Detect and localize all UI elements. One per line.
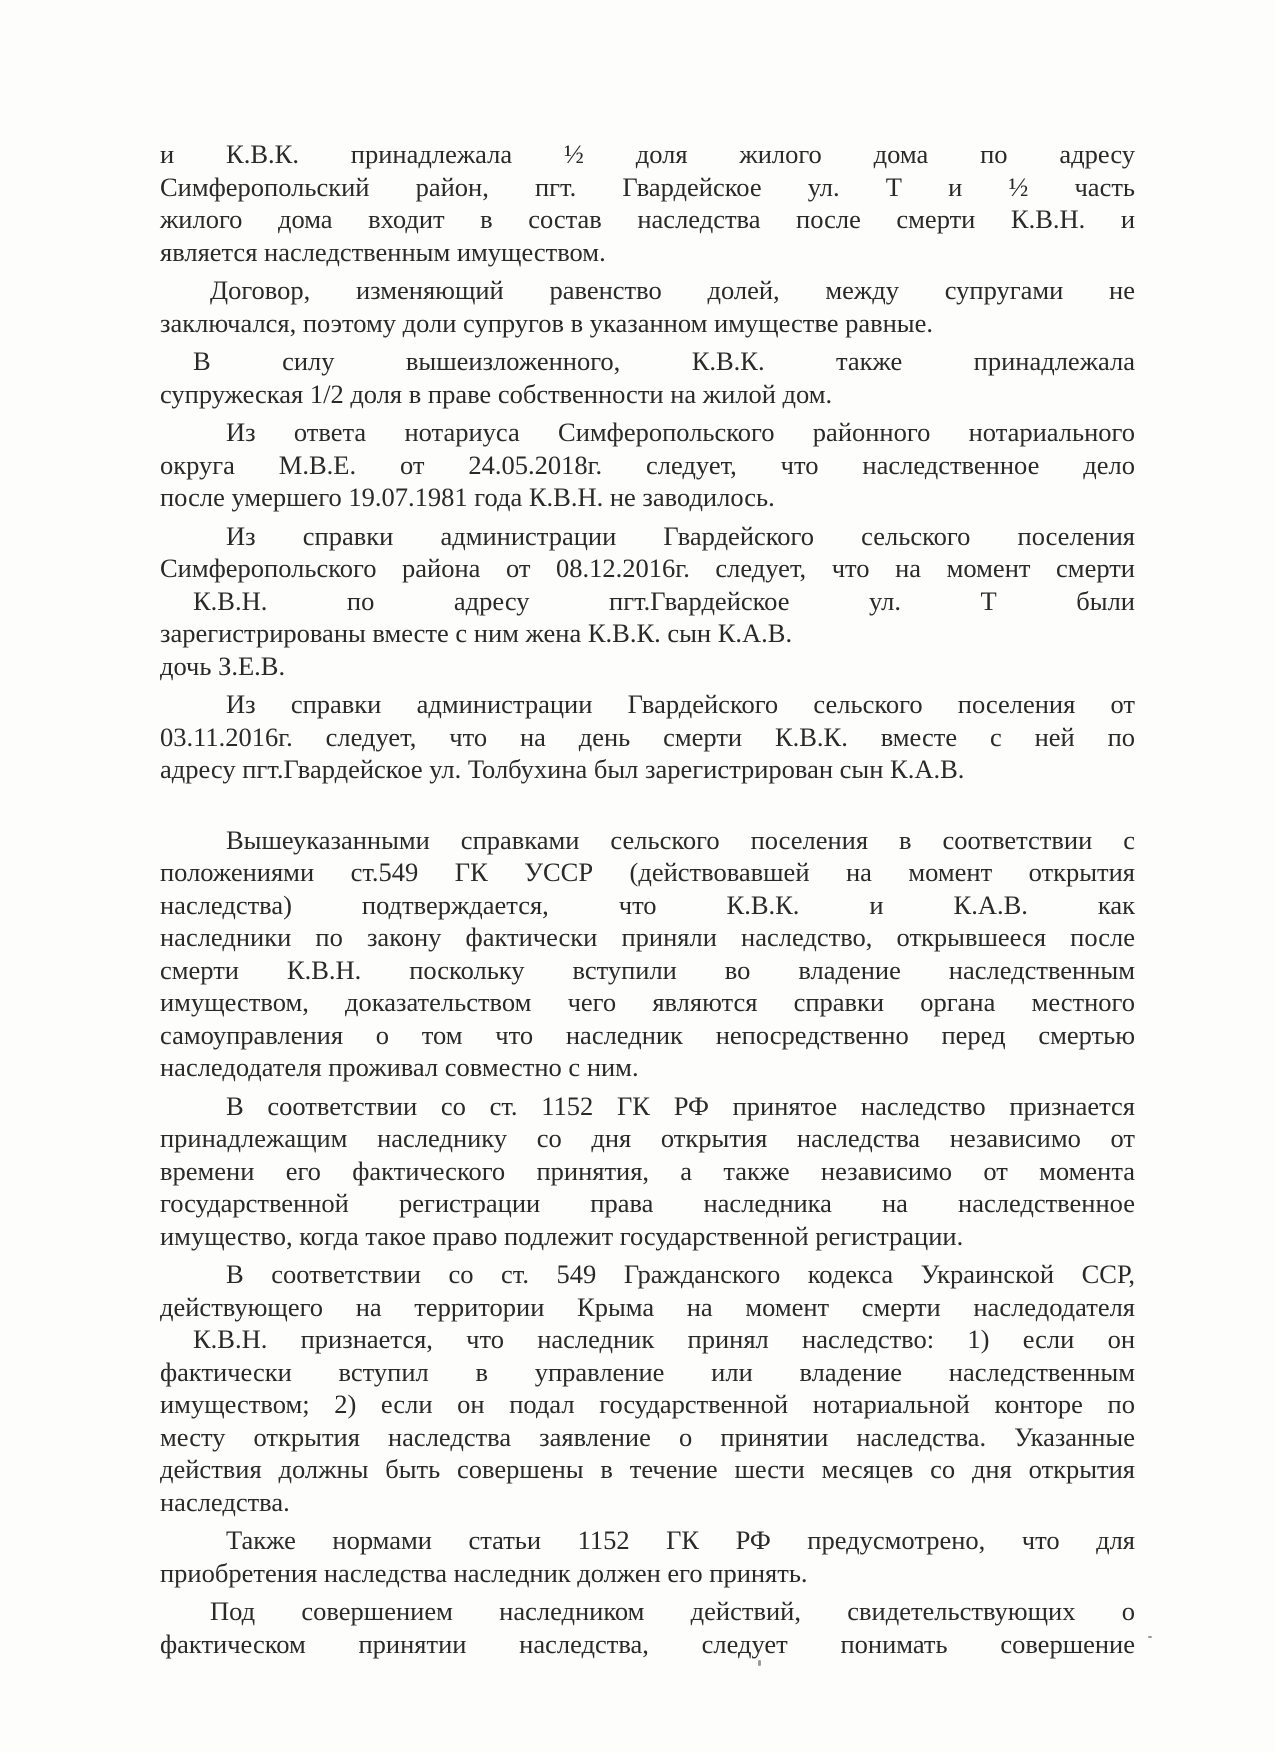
text-line: имущество, когда такое право подлежит государственной регистрации.: [160, 1220, 964, 1251]
text-line: заключался, поэтому доли супругов в указанном имуществе равные.: [160, 307, 933, 338]
text-line: В соответствии со ст. 549 Гражданского кодекса Украинской ССР,: [226, 1259, 1135, 1289]
paragraph-9: [160, 1258, 1135, 1518]
document-body: [160, 138, 1135, 1660]
text-line: действия должны быть совершены в течение шести месяцев со дня открытия: [160, 1454, 1135, 1484]
text-line: Из ответа нотариуса Симферопольского районного нотариального: [226, 417, 1135, 447]
text-line: наследства.: [160, 1486, 290, 1517]
scan-speck: [758, 1660, 761, 1666]
text-line: Договор, изменяющий равенство долей, между супругами не: [210, 275, 1135, 305]
text-line: дочь З.Е.В.: [160, 650, 286, 681]
text-line: государственной регистрации права наследника на наследственное: [160, 1188, 1135, 1218]
text-line: Также нормами статьи 1152 ГК РФ предусмотрено, что для: [226, 1525, 1135, 1555]
text-line: округа М.В.Е. от 24.05.2018г. следует, что наследственное дело: [160, 449, 1135, 480]
text-line: Симферопольского района от 08.12.2016г. следует, что на момент смерти: [160, 553, 1135, 583]
text-line: принадлежащим наследнику со дня открытия наследства независимо от: [160, 1123, 1135, 1153]
text-line: является наследственным имуществом.: [160, 236, 606, 267]
paragraph-4: [160, 416, 1135, 514]
text-line: фактическом принятии наследства, следует понимать совершение: [160, 1628, 1135, 1659]
paragraph-11: [160, 1595, 1135, 1660]
text-line: 03.11.2016г. следует, что на день смерти К.В.К. вместе с ней по: [160, 721, 1135, 752]
text-line: В силу вышеизложенного, К.В.К. также принадлежала: [193, 346, 1135, 376]
text-line: Из справки администрации Гвардейского сельского поселения: [226, 520, 1135, 551]
text-line: положениями ст.549 ГК УССР (действовавшей на момент открытия: [160, 857, 1135, 887]
text-line: фактически вступил в управление или владение наследственным: [160, 1356, 1135, 1387]
text-line: К.В.Н. признается, что наследник принял наследство: 1) если он: [193, 1324, 1135, 1354]
text-line: Симферопольский район, пгт. Гвардейское ул. Т и ½ часть: [160, 171, 1135, 202]
text-line: действующего на территории Крыма на момент смерти наследодателя: [160, 1291, 1135, 1322]
text-line: жилого дома входит в состав наследства после смерти К.В.Н. и: [160, 204, 1135, 234]
scan-speck: [1148, 1636, 1152, 1638]
text-line: имуществом, доказательством чего являются справки органа местного: [160, 987, 1135, 1017]
paragraph-10: [160, 1524, 1135, 1589]
paragraph-2: [160, 274, 1135, 339]
paragraph-8: [160, 1090, 1135, 1253]
paragraph-7: [160, 824, 1135, 1084]
text-line: после умершего 19.07.1981 года К.В.Н. не заводилось.: [160, 482, 775, 512]
text-line: адресу пгт.Гвардейское ул. Толбухина был зарегистрирован сын К.А.В.: [160, 754, 965, 784]
text-line: смерти К.В.Н. поскольку вступили во владение наследственным: [160, 954, 1135, 985]
text-line: Из справки администрации Гвардейского сельского поселения от: [226, 689, 1135, 719]
text-line: времени его фактического принятия, а также независимо от момента: [160, 1155, 1135, 1186]
text-line: наследники по закону фактически приняли наследство, открывшееся после: [160, 922, 1135, 952]
paragraph-6: [160, 688, 1135, 786]
text-line: месту открытия наследства заявление о принятии наследства. Указанные: [160, 1421, 1135, 1452]
text-line: Вышеуказанными справками сельского поселения в соответствии с: [226, 824, 1135, 855]
paragraph-3: [160, 345, 1135, 410]
text-line: самоуправления о том что наследник непосредственно перед смертью: [160, 1019, 1135, 1050]
text-line: Под совершением наследником действий, свидетельствующих о: [210, 1596, 1135, 1626]
text-line: наследодателя проживал совместно с ним.: [160, 1052, 639, 1082]
text-line: К.В.Н. по адресу пгт.Гвардейское ул. Т были: [193, 585, 1135, 616]
text-line: и К.В.К. принадлежала ½ доля жилого дома по адресу: [160, 139, 1135, 169]
paragraph-5: [160, 520, 1135, 683]
paragraph-1: [160, 138, 1135, 268]
text-line: супружеская 1/2 доля в праве собственности на жилой дом.: [160, 378, 833, 409]
text-line: В соответствии со ст. 1152 ГК РФ принятое наследство признается: [226, 1090, 1135, 1121]
text-line: зарегистрированы вместе с ним жена К.В.К. сын К.А.В.: [160, 618, 793, 648]
text-line: имуществом; 2) если он подал государственной нотариальной конторе по: [160, 1389, 1135, 1419]
text-line: наследства) подтверждается, что К.В.К. и К.А.В. как: [160, 889, 1135, 920]
text-line: приобретения наследства наследник должен его принять.: [160, 1557, 808, 1588]
